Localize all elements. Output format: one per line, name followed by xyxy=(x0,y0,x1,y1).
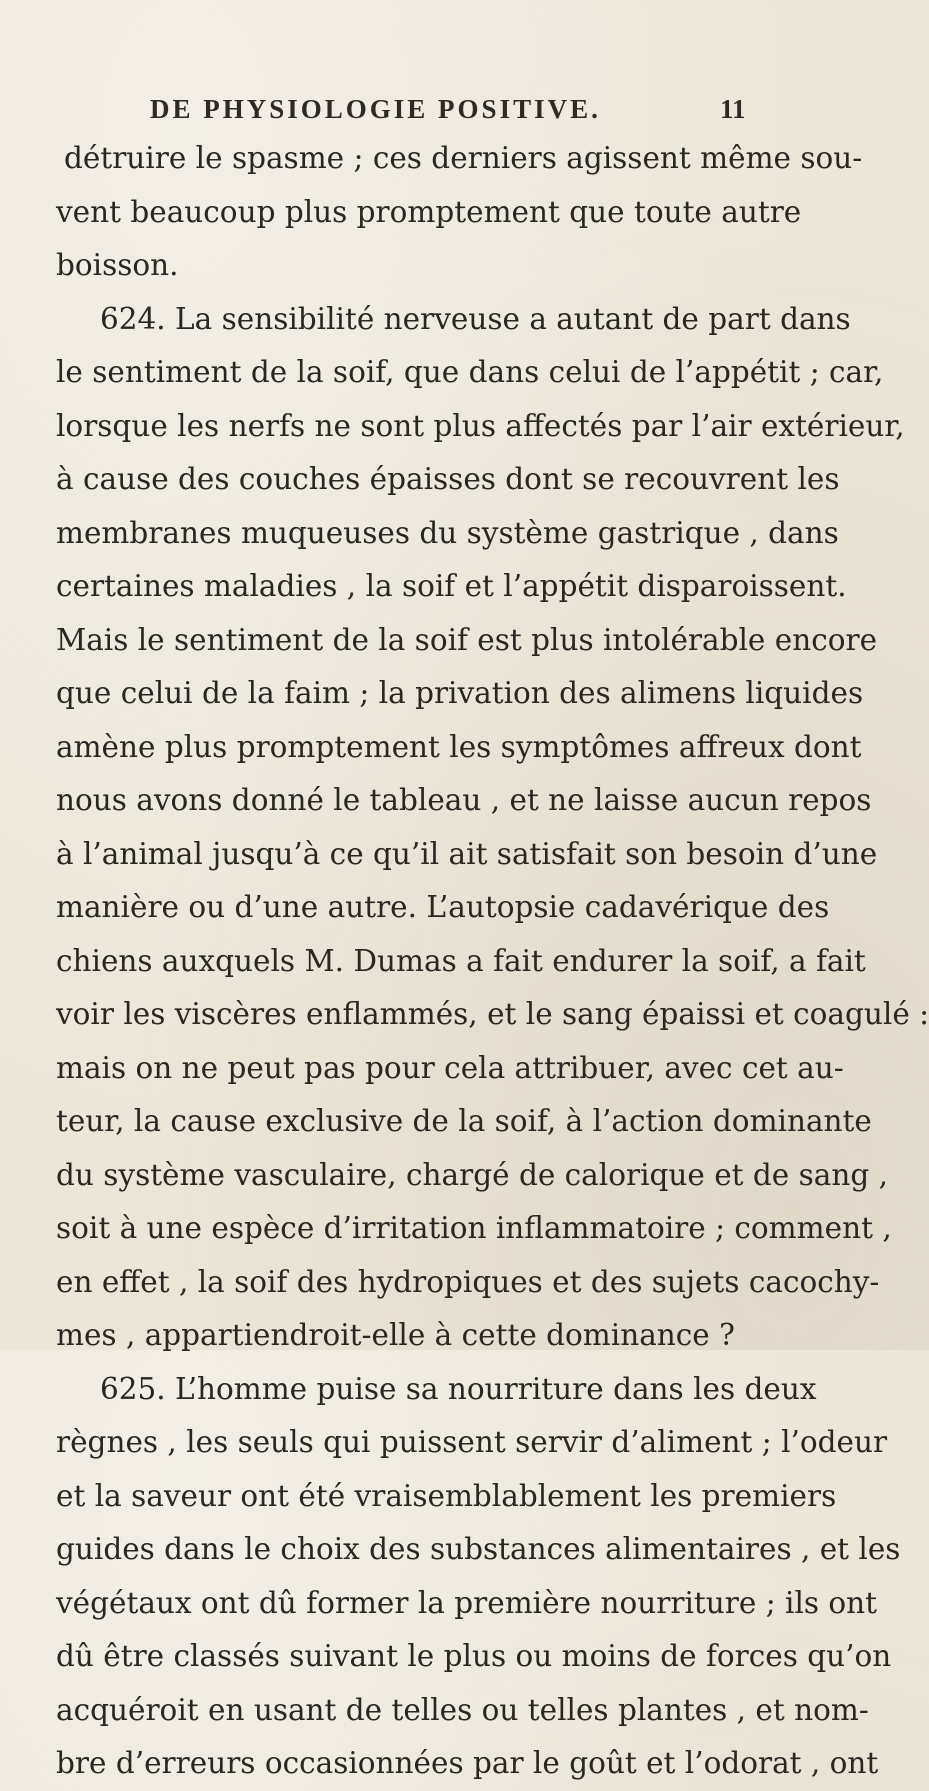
text-line: membranes muqueuses du système gastrique , dans xyxy=(56,515,839,550)
text-line: teur, la cause exclusive de la soif, à l’action dominante xyxy=(56,1104,872,1138)
text-line: Mais le sentiment de la soif est plus intolérable encore xyxy=(56,622,878,657)
text-line: mes , appartiendroit-elle à cette dominance ? xyxy=(56,1318,735,1352)
text-line: à l’animal jusqu’à ce qu’il ait satisfait son besoin d’une xyxy=(56,836,878,871)
text-line: en effet , la soif des hydropiques et des sujets cacochy- xyxy=(56,1264,880,1299)
running-title: DE PHYSIOLOGIE POSITIVE. xyxy=(150,94,601,124)
paragraph-624-start: 624. La sensibilité nerveuse a autant de part dans xyxy=(100,301,851,336)
text-line: amène plus promptement les symptômes affreux dont xyxy=(56,729,862,764)
text-line: soit à une espèce d’irritation inflammatoire ; comment , xyxy=(56,1211,892,1245)
page-number: 11 xyxy=(720,94,746,124)
text-line: manière ou d’une autre. L’autopsie cadavérique des xyxy=(56,890,830,924)
text-line: que celui de la faim ; la privation des alimens liquides xyxy=(56,676,864,710)
body-text xyxy=(56,132,929,1791)
text-line: à cause des couches épaisses dont se recouvrent les xyxy=(56,462,840,496)
text-line: le sentiment de la soif, que dans celui de l’appétit ; car, xyxy=(56,355,884,389)
text-line: certaines maladies , la soif et l’appétit disparoissent. xyxy=(56,569,847,603)
text-line: mais on ne peut pas pour cela attribuer, avec cet au- xyxy=(56,1050,844,1085)
text-line: détruire le spasme ; ces derniers agissent même sou- xyxy=(64,141,863,175)
text-line: chiens auxquels M. Dumas a fait endurer la soif, a fait xyxy=(56,943,866,978)
text-line: végétaux ont dû former la première nourriture ; ils ont xyxy=(56,1585,878,1620)
text-line: nous avons donné le tableau , et ne laisse aucun repos xyxy=(56,783,872,817)
paragraph-625-start: 625. L’homme puise sa nourriture dans les deux xyxy=(100,1371,817,1406)
text-line: du système vasculaire, chargé de calorique et de sang , xyxy=(56,1157,888,1192)
text-line: lorsque les nerfs ne sont plus affectés par l’air extérieur, xyxy=(56,408,905,443)
text-line: dû être classés suivant le plus ou moins de forces qu’on xyxy=(56,1639,892,1673)
text-line: acquéroit en usant de telles ou telles plantes , et nom- xyxy=(56,1692,869,1727)
text-line: boisson. xyxy=(56,248,179,282)
text-line: règnes , les seuls qui puissent servir d’aliment ; l’odeur xyxy=(56,1425,888,1459)
text-line: guides dans le choix des substances alimentaires , et les xyxy=(56,1532,901,1566)
text-line: et la saveur ont été vraisemblablement les premiers xyxy=(56,1478,837,1513)
text-line: bre d’erreurs occasionnées par le goût et l’odorat , ont xyxy=(56,1746,879,1780)
text-line: voir les viscères enflammés, et le sang épaissi et coagulé : xyxy=(56,997,929,1031)
text-line: vent beaucoup plus promptement que toute autre xyxy=(56,194,802,229)
